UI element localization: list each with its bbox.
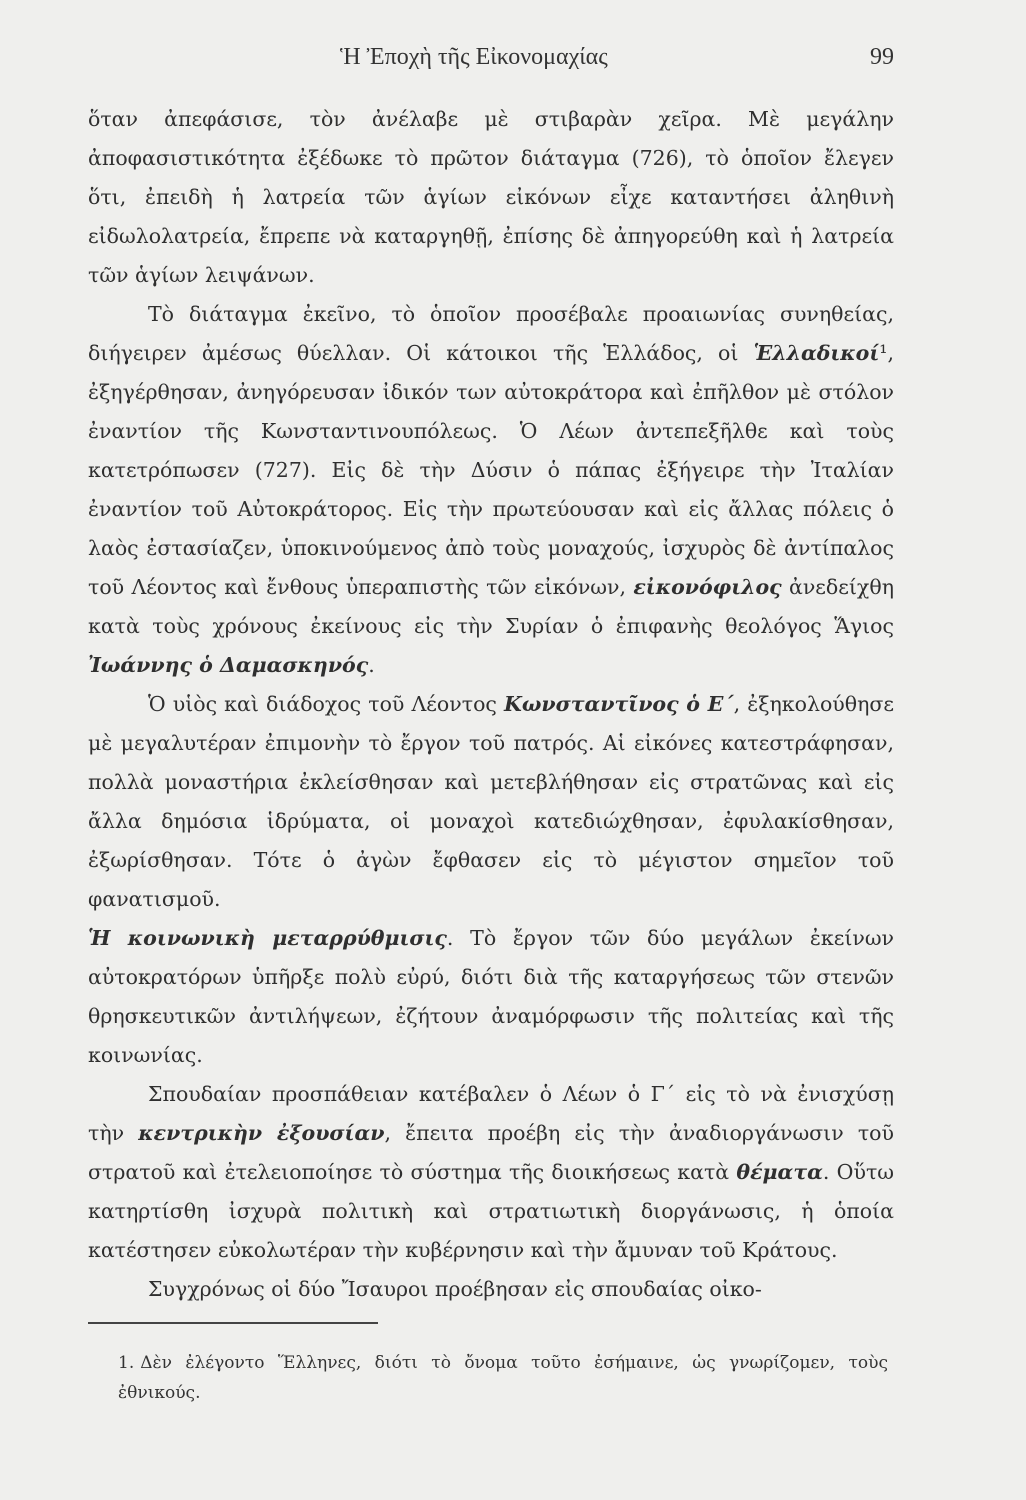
paragraph	[88, 100, 894, 295]
text-run: Συγχρόνως οἱ δύο Ἴσαυροι προέβησαν εἰς σπουδαίας οἰκο-	[148, 1277, 762, 1301]
emphasized-term: Ἰωάννης ὁ Δαμασκηνός	[88, 653, 369, 677]
emphasized-term: κεντρικὴν ἐξουσίαν	[138, 1121, 385, 1145]
running-header	[0, 44, 1026, 76]
footnote-text: Δὲν ἐλέγοντο Ἕλληνες, διότι τὸ ὄνομα τοῦτο ἐσήμαινε, ὡς γνωρίζομεν, τοὺς ἐθνικούς.	[118, 1353, 888, 1403]
page-number: 99	[870, 44, 894, 70]
text-run: , ἔπειτα προέβη εἰς τὴν ἀναδιοργάνωσιν τοῦ στρατοῦ καὶ ἐτελειοποίησε τὸ σύστημα τῆς διοικήσεως κατὰ	[88, 1121, 894, 1184]
text-run: ¹, ἐξηγέρθησαν, ἀνηγόρευσαν ἰδικόν των αὐτοκράτορα καὶ ἐπῆλθον μὲ στόλον ἐναντίον τῆς Κωνσταντινουπόλεως. Ὁ Λέων ἀντεπεξῆλθε καὶ τοὺς κατετρόπωσεν (727). Εἰς δὲ τὴν Δύσιν ὁ πάπας ἐξήγειρε τὴν Ἰταλίαν ἐναντίον τοῦ Αὐτοκράτορος. Εἰς τὴν πρωτεύουσαν καὶ εἰς ἄλλας πόλεις ὁ λαὸς ἐστασίαζεν, ὑποκινούμενος ἀπὸ τοὺς μοναχούς, ἰσχυρὸς δὲ ἀντίπαλος τοῦ Λέοντος καὶ ἔνθους ὑπεραπιστὴς τῶν εἰκόνων,	[88, 341, 894, 599]
emphasized-term: Ἑλλαδικοί	[753, 341, 880, 365]
text-run: Τὸ διάταγμα ἐκεῖνο, τὸ ὁποῖον προσέβαλε προαιωνίας συνηθείας, διήγειρεν ἀμέσως θύελλαν. Οἱ κάτοικοι τῆς Ἑλλάδος, οἱ	[88, 302, 894, 365]
text-run: .	[368, 653, 375, 677]
emphasized-term: Κωνσταντῖνος ὁ Ε΄	[504, 692, 734, 716]
footnote-marker: 1.	[118, 1353, 135, 1373]
paragraph	[88, 1075, 894, 1270]
paragraph	[88, 295, 894, 685]
text-run: . Τὸ ἔργον τῶν δύο μεγάλων ἐκείνων αὐτοκρατόρων ὑπῆρξε πολὺ εὐρύ, διότι διὰ τῆς καταργήσεως τῶν στενῶν θρησκευτικῶν ἀντιλήψεων, ἐζήτουν ἀναμόρφωσιν τῆς πολιτείας καὶ τῆς κοινωνίας.	[88, 926, 894, 1067]
paragraph	[88, 1270, 894, 1309]
body-text	[88, 100, 894, 1309]
paragraph	[88, 919, 894, 1075]
emphasized-term: Ἡ κοινωνικὴ μεταρρύθμισις	[88, 926, 447, 950]
paragraph	[88, 685, 894, 919]
emphasized-term: εἰκονόφιλος	[633, 575, 782, 599]
text-run: , ἐξηκολούθησε μὲ μεγαλυτέραν ἐπιμονὴν τὸ ἔργον τοῦ πατρός. Αἱ εἰκόνες κατεστράφησαν, πολλὰ μοναστήρια ἐκλείσθησαν καὶ μετεβλήθησαν εἰς στρατῶνας καὶ εἰς ἄλλα δημόσια ἱδρύματα, οἱ μοναχοὶ κατεδιώχθησαν, ἐφυλακίσθησαν, ἐξωρίσθησαν. Τότε ὁ ἀγὼν ἔφθασεν εἰς τὸ μέγιστον σημεῖον τοῦ φανατισμοῦ.	[88, 692, 894, 911]
text-run: Σπουδαίαν προσπάθειαν κατέβαλεν ὁ Λέων ὁ Γ΄ εἰς τὸ νὰ ἐνισχύσῃ τὴν	[88, 1082, 894, 1145]
header-title: Ἡ Ἐποχὴ τῆς Εἰκονομαχίας	[340, 44, 608, 70]
footnote	[118, 1348, 888, 1408]
footnote-rule	[88, 1322, 378, 1324]
text-run: ὅταν ἀπεφάσισε, τὸν ἀνέλαβε μὲ στιβαρὰν χεῖρα. Μὲ μεγάλην ἀποφασιστικότητα ἐξέδωκε τὸ πρῶτον διάταγμα (726), τὸ ὁποῖον ἔλεγεν ὅτι, ἐπειδὴ ἡ λατρεία τῶν ἁγίων εἰκόνων εἶχε καταντήσει ἀληθινὴ εἰδωλολατρεία, ἔπρεπε νὰ καταργηθῇ, ἐπίσης δὲ ἀπηγορεύθη καὶ ἡ λατρεία τῶν ἁγίων λειψάνων.	[88, 107, 894, 287]
text-run: Ὁ υἱὸς καὶ διάδοχος τοῦ Λέοντος	[148, 692, 505, 716]
emphasized-term: θέματα	[736, 1160, 823, 1184]
text-run: . Οὕτω κατηρτίσθη ἰσχυρὰ πολιτικὴ καὶ στρατιωτικὴ διοργάνωσις, ἡ ὁποία κατέστησεν εὐκολωτέραν τὴν κυβέρνησιν καὶ τὴν ἄμυναν τοῦ Κράτους.	[88, 1160, 895, 1262]
text-run: ἀνεδείχθη κατὰ τοὺς χρόνους ἐκείνους εἰς τὴν Συρίαν ὁ ἐπιφανὴς θεολόγος Ἅγιος	[88, 575, 894, 638]
